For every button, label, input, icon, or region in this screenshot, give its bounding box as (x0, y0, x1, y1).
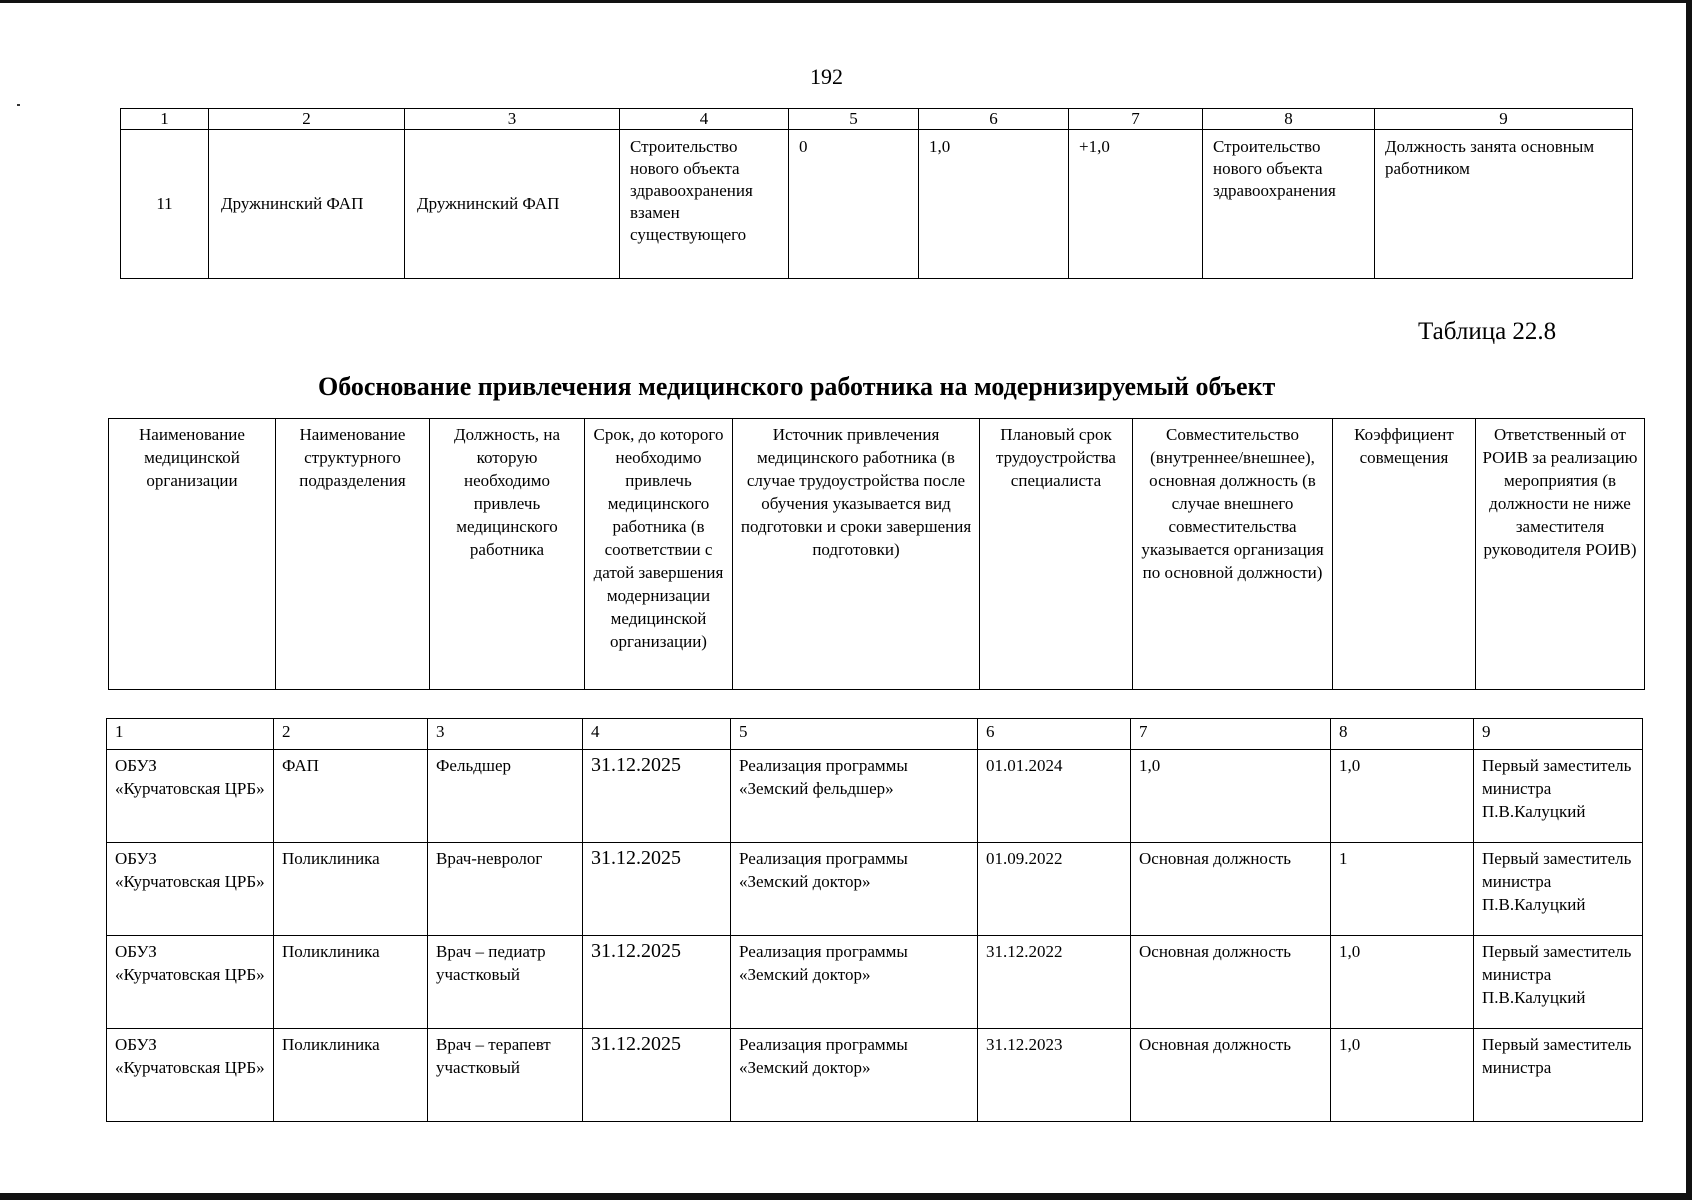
table-row (121, 130, 1633, 279)
responsible-cell: Первый заместитель министра (1474, 1029, 1643, 1122)
column-number: 9 (1474, 719, 1643, 750)
organization-cell: ОБУЗ «Курчатовская ЦРБ» (107, 936, 274, 1029)
position-cell: Врач-невролог (428, 843, 583, 936)
planned-date-cell: 01.09.2022 (978, 843, 1131, 936)
coefficient-cell: 1 (1331, 843, 1474, 936)
position-cell: Врач – терапевт участковый (428, 1029, 583, 1122)
header-position: Должность, на которую необходимо привлечь медицинского работника (430, 419, 585, 690)
column-number: 1 (121, 109, 209, 130)
combination-cell: Основная должность (1131, 843, 1331, 936)
unit-cell: Поликлиника (274, 936, 428, 1029)
combination-cell: Основная должность (1131, 936, 1331, 1029)
column-number: 6 (978, 719, 1131, 750)
source-cell: Реализация программы «Земский доктор» (731, 843, 978, 936)
scan-border-top (0, 0, 1692, 3)
column-number: 7 (1131, 719, 1331, 750)
value-after-cell: 1,0 (919, 130, 1069, 279)
column-number: 7 (1069, 109, 1203, 130)
table-caption: Таблица 22.8 (1418, 318, 1557, 345)
table-row (107, 750, 1643, 843)
column-number: 3 (428, 719, 583, 750)
value-before-cell: 0 (789, 130, 919, 279)
position-cell: Врач – педиатр участковый (428, 936, 583, 1029)
change-cell: +1,0 (1069, 130, 1203, 279)
column-number: 8 (1203, 109, 1375, 130)
coefficient-cell: 1,0 (1331, 1029, 1474, 1122)
reason-cell: Строительство нового объекта здравоохранения (1203, 130, 1375, 279)
column-number: 8 (1331, 719, 1474, 750)
header-coefficient: Коэффициент совмещения (1333, 419, 1476, 690)
header-responsible: Ответственный от РОИВ за реализацию мероприятия (в должности не ниже заместителя руководителя РОИВ) (1476, 419, 1645, 690)
continuation-table (120, 108, 1633, 279)
unit-cell: Дружнинский ФАП (405, 130, 620, 279)
column-number-row (107, 719, 1643, 750)
header-unit: Наименование структурного подразделения (276, 419, 430, 690)
position-cell: Фельдшер (428, 750, 583, 843)
responsible-cell: Первый заместитель министра П.В.Калуцкий (1474, 750, 1643, 843)
table-row (107, 1029, 1643, 1122)
header-source: Источник привлечения медицинского работника (в случае трудоустройства после обучения указывается вид подготовки и сроки завершения подготовки) (733, 419, 980, 690)
combination-cell: 1,0 (1131, 750, 1331, 843)
column-number-row (121, 109, 1633, 130)
organization-cell: ОБУЗ «Курчатовская ЦРБ» (107, 1029, 274, 1122)
responsible-cell: Первый заместитель министра П.В.Калуцкий (1474, 936, 1643, 1029)
header-organization: Наименование медицинской организации (109, 419, 276, 690)
row-number: 11 (121, 130, 209, 279)
organization-cell: ОБУЗ «Курчатовская ЦРБ» (107, 843, 274, 936)
responsible-cell: Первый заместитель министра П.В.Калуцкий (1474, 843, 1643, 936)
source-cell: Реализация программы «Земский доктор» (731, 936, 978, 1029)
coefficient-cell: 1,0 (1331, 936, 1474, 1029)
deadline-cell: 31.12.2025 (583, 936, 731, 1029)
planned-date-cell: 01.01.2024 (978, 750, 1131, 843)
column-number: 9 (1375, 109, 1633, 130)
table-row (107, 843, 1643, 936)
scan-border-bottom (0, 1193, 1692, 1200)
unit-cell: ФАП (274, 750, 428, 843)
scan-speck (17, 104, 20, 106)
planned-date-cell: 31.12.2022 (978, 936, 1131, 1029)
column-number: 5 (789, 109, 919, 130)
column-number: 3 (405, 109, 620, 130)
column-number: 2 (209, 109, 405, 130)
source-cell: Реализация программы «Земский фельдшер» (731, 750, 978, 843)
combination-cell: Основная должность (1131, 1029, 1331, 1122)
column-number: 4 (620, 109, 789, 130)
column-number: 1 (107, 719, 274, 750)
organization-cell: Дружнинский ФАП (209, 130, 405, 279)
header-table (108, 418, 1645, 690)
header-deadline: Срок, до которого необходимо привлечь медицинского работника (в соответствии с датой завершения модернизации медицинской организации) (585, 419, 733, 690)
deadline-cell: 31.12.2025 (583, 750, 731, 843)
organization-cell: ОБУЗ «Курчатовская ЦРБ» (107, 750, 274, 843)
header-planned-date: Плановый срок трудоустройства специалиста (980, 419, 1133, 690)
page-number: 192 (810, 64, 843, 89)
column-number: 4 (583, 719, 731, 750)
data-table (106, 718, 1643, 1122)
table-row (107, 936, 1643, 1029)
unit-cell: Поликлиника (274, 1029, 428, 1122)
column-number: 6 (919, 109, 1069, 130)
document-title: Обоснование привлечения медицинского работника на модернизируемый объект (318, 372, 1276, 401)
action-cell: Строительство нового объекта здравоохранения взамен существующего (620, 130, 789, 279)
header-combination: Совместительство (внутреннее/внешнее), основная должность (в случае внешнего совместительства указывается организация по основной должности) (1133, 419, 1333, 690)
note-cell: Должность занята основным работником (1375, 130, 1633, 279)
scan-border-right (1686, 0, 1692, 1200)
coefficient-cell: 1,0 (1331, 750, 1474, 843)
unit-cell: Поликлиника (274, 843, 428, 936)
deadline-cell: 31.12.2025 (583, 843, 731, 936)
planned-date-cell: 31.12.2023 (978, 1029, 1131, 1122)
column-number: 2 (274, 719, 428, 750)
column-number: 5 (731, 719, 978, 750)
source-cell: Реализация программы «Земский доктор» (731, 1029, 978, 1122)
deadline-cell: 31.12.2025 (583, 1029, 731, 1122)
